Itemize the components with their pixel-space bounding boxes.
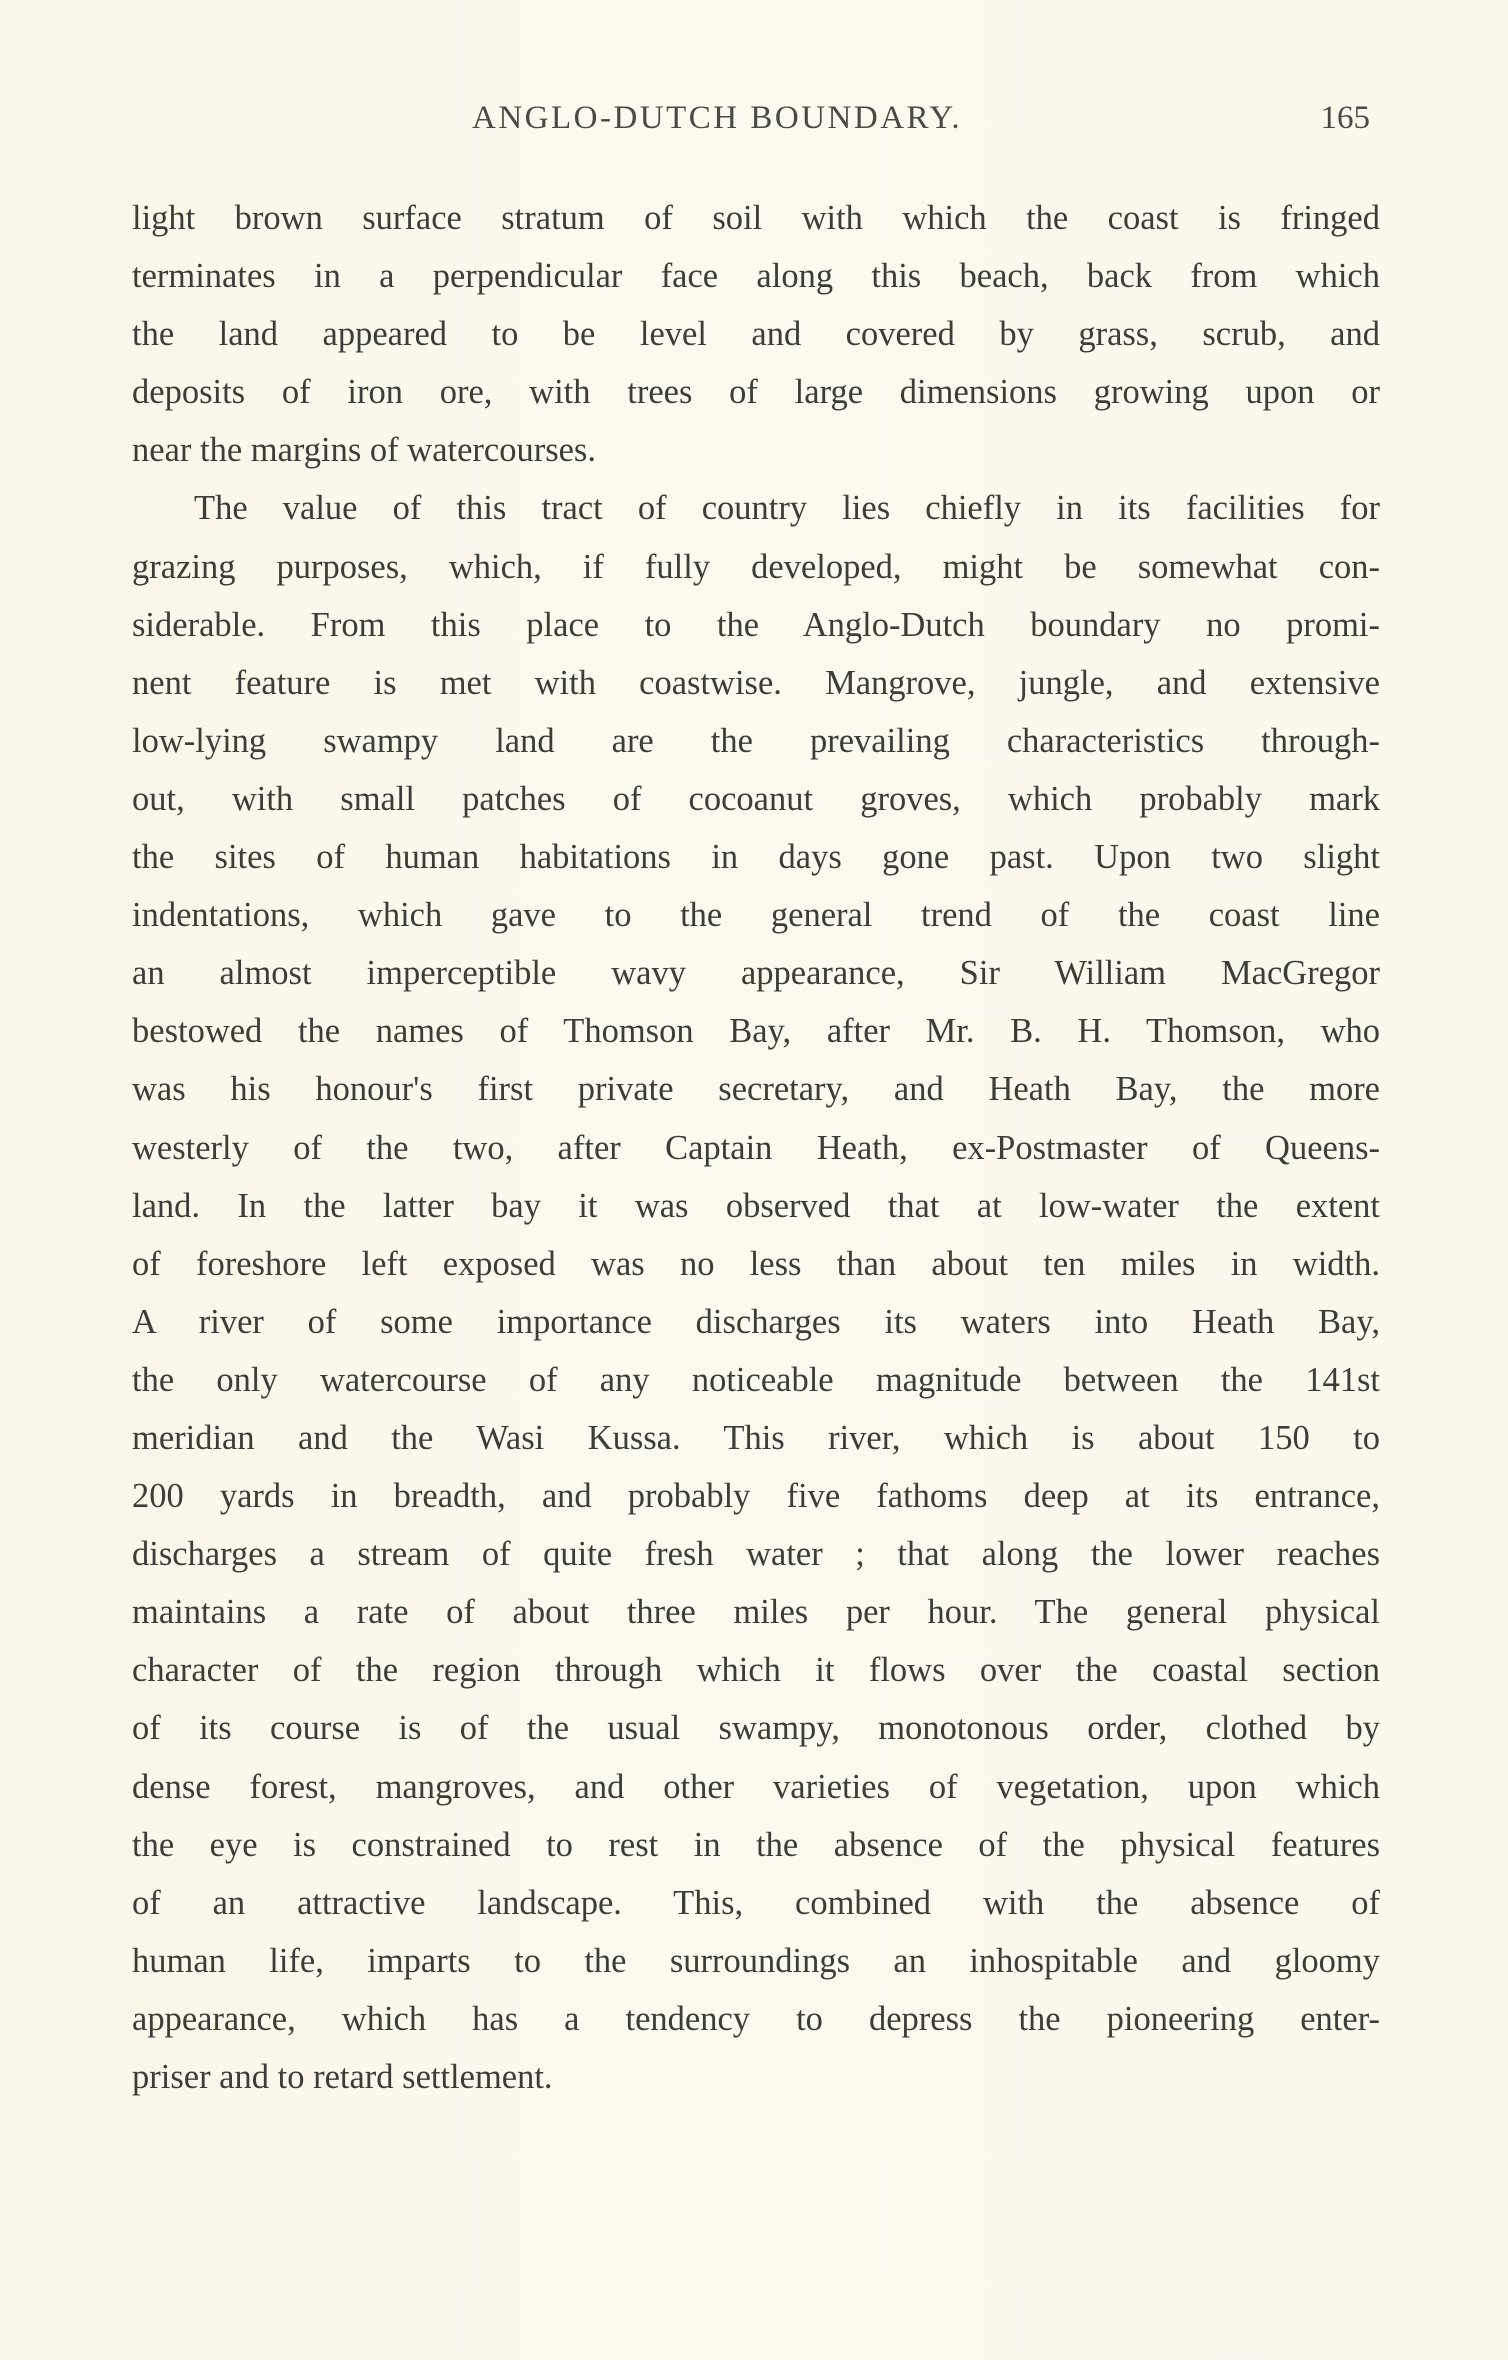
text-line: out, with small patches of cocoanut groves, which probably mark [132, 779, 1380, 818]
text-line: priser and to retard settlement. [132, 2058, 553, 2096]
text-line: land. In the latter bay it was observed that at low-water the extent [132, 1186, 1380, 1225]
paragraph-2 [132, 479, 1380, 2106]
text-line: character of the region through which it flows over the coastal section [132, 1651, 1380, 1690]
text-line: dense forest, mangroves, and other varieties of vegetation, upon which [132, 1767, 1380, 1806]
text-line: the land appeared to be level and covered by grass, scrub, and [132, 315, 1380, 354]
page-number: 165 [1320, 100, 1370, 136]
text-line: was his honour's first private secretary, and Heath Bay, the more [132, 1070, 1380, 1109]
text-line: meridian and the Wasi Kussa. This river, which is about 150 to [132, 1418, 1380, 1457]
text-line: of an attractive landscape. This, combined with the absence of [132, 1883, 1380, 1922]
text-line: discharges a stream of quite fresh water ; that along the lower reaches [132, 1535, 1380, 1574]
text-line: maintains a rate of about three miles per hour. The general physical [132, 1593, 1380, 1632]
running-title: ANGLO-DUTCH BOUNDARY. [472, 100, 963, 136]
text-line: low-lying swampy land are the prevailing characteristics through- [132, 721, 1380, 760]
text-line: A river of some importance discharges its waters into Heath Bay, [132, 1302, 1380, 1341]
text-line: of foreshore left exposed was no less than about ten miles in width. [132, 1244, 1380, 1283]
text-line: of its course is of the usual swampy, monotonous order, clothed by [132, 1709, 1380, 1748]
text-line: indentations, which gave to the general trend of the coast line [132, 896, 1380, 935]
text-line: 200 yards in breadth, and probably five fathoms deep at its entrance, [132, 1477, 1380, 1516]
text-line: the only watercourse of any noticeable magnitude between the 141st [132, 1360, 1380, 1399]
text-line: terminates in a perpendicular face along this beach, back from which [132, 257, 1380, 296]
text-line: grazing purposes, which, if fully developed, might be somewhat con- [132, 547, 1380, 586]
text-line: human life, imparts to the surroundings an inhospitable and gloomy [132, 1941, 1380, 1980]
text-line: an almost imperceptible wavy appearance, Sir William MacGregor [132, 954, 1380, 993]
text-line: light brown surface stratum of soil with which the coast is fringed [132, 199, 1380, 237]
running-head [132, 100, 1382, 150]
text-line: appearance, which has a tendency to depress the pioneering enter- [132, 1999, 1380, 2038]
paragraph-1 [132, 189, 1380, 479]
text-line: the sites of human habitations in days gone past. Upon two slight [132, 838, 1380, 877]
text-line: the eye is constrained to rest in the absence of the physical features [132, 1825, 1380, 1864]
text-line: deposits of iron ore, with trees of large dimensions growing upon or [132, 373, 1380, 412]
text-line: siderable. From this place to the Anglo-Dutch boundary no promi- [132, 605, 1380, 644]
text-line: nent feature is met with coastwise. Mangrove, jungle, and extensive [132, 663, 1380, 702]
text-line: westerly of the two, after Captain Heath, ex-Postmaster of Queens- [132, 1128, 1380, 1167]
text-line: near the margins of watercourses. [132, 431, 596, 470]
body-text [132, 189, 1380, 2106]
text-line: The value of this tract of country lies chiefly in its facilities for [194, 489, 1380, 528]
text-line: bestowed the names of Thomson Bay, after Mr. B. H. Thomson, who [132, 1012, 1380, 1051]
